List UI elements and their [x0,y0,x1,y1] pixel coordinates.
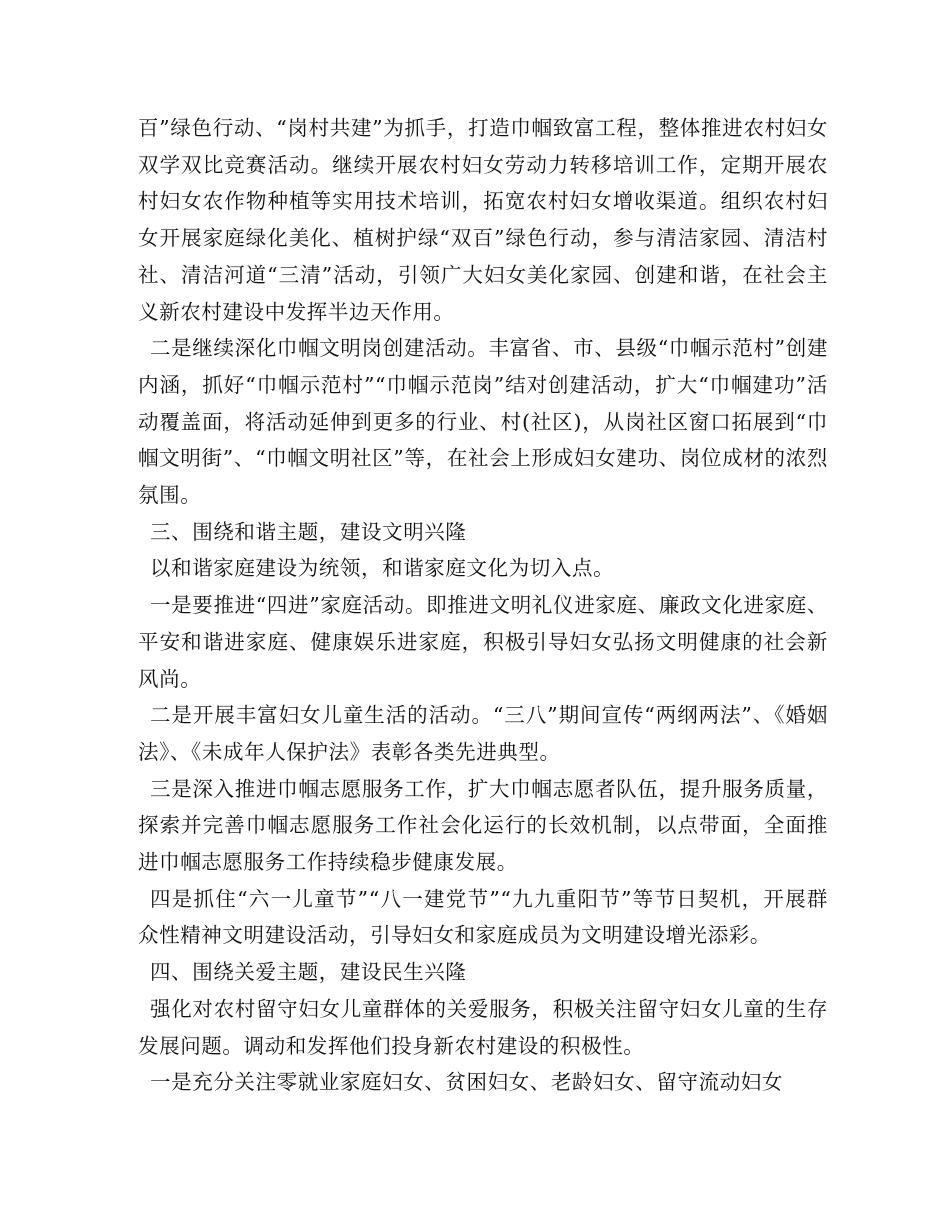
paragraph-5: 一是要推进“四进”家庭活动。即推进文明礼仪进家庭、廉政文化进家庭、平安和谐进家庭、健康娱乐进家庭，积极引导妇女弘扬文明健康的社会新风尚。 [138,593,828,691]
paragraph-10: 强化对农村留守妇女儿童群体的关爱服务，积极关注留守妇女儿童的生存发展问题。调动和发挥他们投身新农村建设的积极性。 [138,996,828,1058]
paragraph-4: 以和谐家庭建设为统领，和谐家庭文化为切入点。 [150,556,615,581]
paragraph-8: 四是抓住“六一儿童节”“八一建党节”“九九重阳节”等节日契机，开展群众性精神文明建设活动，引导妇女和家庭成员为文明建设增光添彩。 [138,886,828,948]
paragraph-7: 三是深入推进巾帼志愿服务工作，扩大巾帼志愿者队伍，提升服务质量，探索并完善巾帼志愿服务工作社会化运行的长效机制，以点带面，全面推进巾帼志愿服务工作持续稳步健康发展。 [138,776,828,875]
paragraph-1: 百”绿色行动、“岗村共建”为抓手，打造巾帼致富工程，整体推进农村妇女双学双比竞赛活动。继续开展农村妇女劳动力转移培训工作，定期开展农村妇女农作物种植等实用技术培训，拓宽农村妇女增收渠道。组织农村妇女开展家庭绿化美化、植树护绿“双百”绿色行动，参与清洁家园、清洁村社、清洁河道“三清”活动，引领广大妇女美化家园、创建和谐，在社会主义新农村建设中发挥半边天作用。 [138,116,828,324]
section-heading-3: 三、围绕和谐主题，建设文明兴隆 [150,519,467,544]
section-heading-4: 四、围绕关爱主题，建设民生兴隆 [150,960,467,985]
document-page [138,110,828,1101]
paragraph-2: 二是继续深化巾帼文明岗创建活动。丰富省、市、县级“巾帼示范村”创建内涵，抓好“巾帼示范村”“巾帼示范岗”结对创建活动，扩大“巾帼建功”活动覆盖面，将活动延伸到更多的行业、村(社区)，从岗社区窗口拓展到“巾帼文明街”、“巾帼文明社区”等，在社会上形成妇女建功、岗位成材的浓烈氛围。 [138,336,828,508]
paragraph-6: 二是开展丰富妇女儿童生活的活动。“三八”期间宣传“两纲两法”、《婚姻法》、《未成年人保护法》表彰各类先进典型。 [138,703,828,764]
paragraph-11: 一是充分关注零就业家庭妇女、贫困妇女、老龄妇女、留守流动妇女 [150,1070,783,1095]
